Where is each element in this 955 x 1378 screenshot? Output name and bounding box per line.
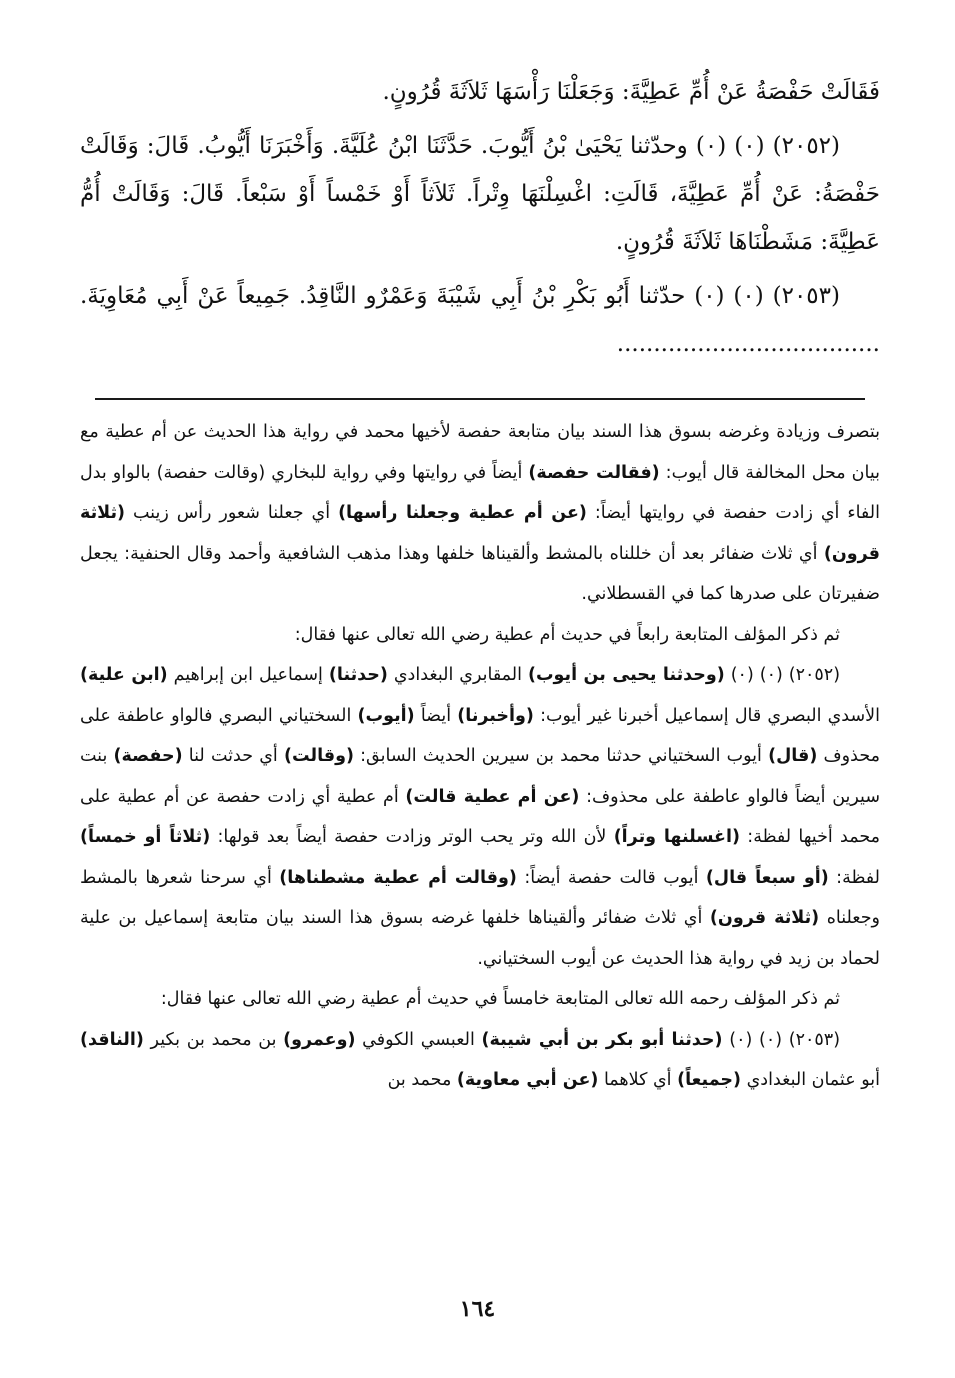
commentary-text: أيضاً في روايتها وفي رواية للبخاري (وقالت حفصة) بالواو بدل الفاء أي زادت حفصة في روايتها أيضاً: [80, 462, 880, 523]
hadith-2052-line-1: (٢٠٥٢) (٠) (٠) وحدّثنا يَحْيَىٰ بْنُ أَيُّوبَ. حَدَّثَنَا ابْنُ عُلَيَّةَ. وَأَخْبَرَنَا أَيُّوبُ. [197, 133, 841, 159]
commentary-text: بتصرف وزيادة وغرضه بسوق هذا السند بيان متابعة حفصة لأخيها محمد في رواية هذا الحديث عن أم عطية مع بيان محل المخالفة قال أيوب: [80, 422, 881, 483]
commentary-text: محمد بن [387, 1070, 457, 1090]
commentary-text: (٢٠٥٢) (٠) (٠) [724, 665, 841, 685]
commentary-text: العبسي الكوفي [355, 1029, 482, 1050]
hadith-2052 [80, 122, 880, 266]
hadith-2053-line-2: مُعَاوِيَةَ. .................................... [80, 283, 880, 357]
page-number: ١٦٤ [459, 1296, 496, 1322]
commentary-text: بنت سيرين أيضاً فالواو عاطفة على محذوف: [80, 746, 880, 807]
hadith-line: فَقَالَتْ حَفْصَةُ عَنْ أُمِّ عَطِيَّةَ: وَجَعَلْنَا رَأْسَهَا ثَلاَثَةَ قُرُونٍ. [382, 79, 880, 105]
commentary-paragraph-2: ثم ذكر المؤلف المتابعة رابعاً في حديث أم عطية رضي الله تعالى عنها فقال: [294, 624, 840, 645]
commentary-bold: (فقالت حفصة) [528, 462, 660, 483]
commentary-bold: (عن أبي معاوية) [456, 1070, 599, 1090]
commentary [80, 412, 880, 1101]
commentary-bold: (وأخبرنا) [457, 705, 534, 726]
commentary-bold: (عن أم عطية قالت) [405, 786, 580, 807]
commentary-bold: (الناقد) [80, 1029, 144, 1050]
commentary-paragraph-5 [80, 1020, 880, 1101]
hadith-2053 [80, 272, 880, 368]
commentary-bold: (ابن علية) [80, 665, 168, 685]
commentary-bold: (قال) [768, 746, 818, 766]
commentary-bold: (ثلاثاً أو خمساً) [80, 827, 211, 847]
commentary-text: إسماعيل ابن إبراهيم [167, 665, 329, 685]
hadith-2052-line-3: قَالَ: وَقَالَتْ أُمُّ عَطِيَّةَ: مَشَطْنَاهَا ثَلاَثَةَ قُرُونٍ. [80, 181, 880, 255]
commentary-bold: (أيوب) [357, 705, 415, 726]
commentary-bold: (وقالت أم عطية مشطناها) [279, 867, 517, 888]
commentary-bold: (حفصة) [113, 746, 183, 766]
commentary-bold: (أو سبعاً قال) [705, 867, 829, 888]
commentary-paragraph-3 [80, 655, 880, 979]
commentary-text: لفظة: [828, 867, 880, 888]
commentary-text: أم عطية أي زادت حفصة عن أم عطية على محمد أخيها لفظة: [80, 786, 881, 847]
commentary-bold: (حدثنا أبو بكر بن أبي شيبة) [481, 1029, 723, 1050]
commentary-bold: (ثلاثة قرون) [709, 908, 820, 928]
commentary-text: الأسدي البصري قال إسماعيل أخبرنا غير أيوب: [533, 705, 880, 726]
commentary-text: أي ثلاث ضفائر بعد أن خللناه بالمشط وألقيناها خلفها وهذا مذهب الشافعية وأحمد وقال الحنفية: يجعل ضفيرتان على صدرها كما في القسطلاني. [80, 543, 880, 604]
commentary-text: بن محمد بن بكير [143, 1029, 284, 1050]
commentary-bold: (جميعاً) [677, 1070, 742, 1090]
commentary-text: أي كلاهما [598, 1070, 678, 1090]
commentary-text: أيضاً [414, 705, 458, 726]
commentary-bold: (وقالت) [283, 746, 354, 766]
commentary-bold: (اغسلنها وتراً) [613, 827, 741, 847]
commentary-text: أي حدثت لنا [182, 746, 284, 766]
commentary-text: أي سرحنا شعرها بالمشط وجعلناه [80, 867, 880, 928]
footnote-divider [95, 398, 865, 400]
commentary-text: أيوب السختياني حدثنا محمد بن سيرين الحديث السابق: [353, 746, 769, 766]
hadith-2052-line-2: قَالَ: وَقَالَتْ حَفْصَةُ: عَنْ أُمِّ عَطِيَّةَ، قَالَتِ: اغْسِلْنَهَا وِتْراً. ثَلاَثاً أَوْ خَمْساً أَوْ سَبْعاً. [80, 133, 880, 207]
commentary-bold: (وحدثنا يحيى بن أيوب) [527, 665, 725, 685]
commentary-bold: (وعمرو) [283, 1029, 356, 1050]
hadith-2053-line-1: (٢٠٥٣) (٠) (٠) حدّثنا أَبُو بَكْرِ بْنُ أَبِي شَيْبَةَ وَعَمْرٌو النَّاقِدُ. جَمِيعاً عَنْ أَبِي [156, 283, 840, 309]
commentary-bold: (حدثنا) [328, 665, 388, 685]
commentary-text: لأن الله وتر يحب الوتر وزادت حفصة أيضاً بعد قولها: [210, 827, 614, 847]
page-body [80, 68, 880, 1101]
hadith-text [80, 68, 880, 368]
commentary-text: أبو عثمان البغدادي [741, 1070, 880, 1090]
commentary-text: أي ثلاث ضفائر وألقيناها خلفها غرضه بسوق هذا السند بيان متابعة إسماعيل بن علية لحماد بن زيد في رواية هذا الحديث عن أيوب السختياني. [80, 908, 880, 969]
commentary-text: أيوب قالت حفصة أيضاً: [516, 867, 706, 888]
commentary-bold: (ثلاثة قرون) [80, 503, 880, 564]
commentary-paragraph-4: ثم ذكر المؤلف رحمه الله تعالى المتابعة خامساً في حديث أم عطية رضي الله تعالى عنها فقال: [160, 989, 840, 1009]
commentary-bold: (عن أم عطية وجعلنا رأسها) [338, 503, 587, 523]
commentary-text: (٢٠٥٣) (٠) (٠) [722, 1029, 841, 1050]
commentary-paragraph-1 [80, 412, 880, 615]
commentary-text: المقابري البغدادي [387, 665, 528, 685]
commentary-text: أي جعلنا شعور رأس زينب [125, 503, 339, 523]
commentary-text: السختياني البصري فالواو عاطفة على محذوف [80, 705, 880, 766]
